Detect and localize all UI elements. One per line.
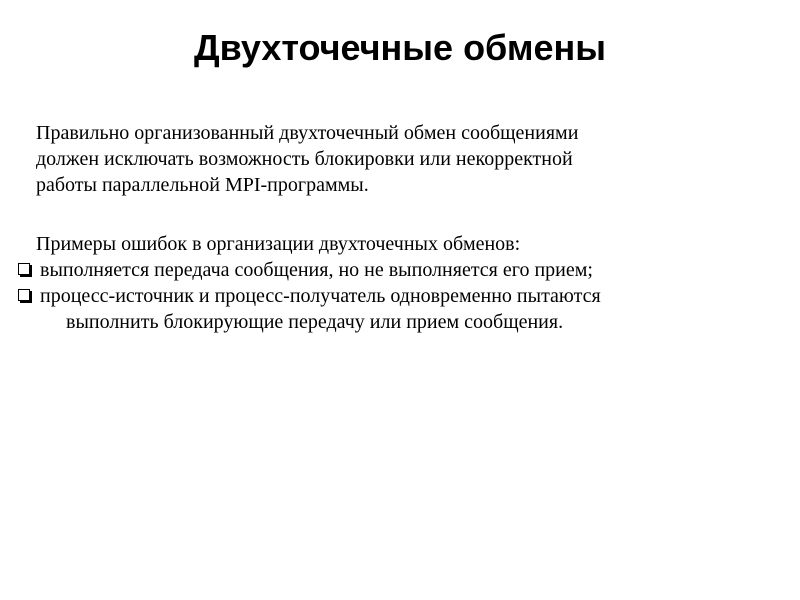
intro-line: Правильно организованный двухточечный обмен сообщениями [36, 122, 579, 144]
list-item [16, 257, 776, 283]
intro-paragraph [36, 120, 736, 198]
examples-heading: Примеры ошибок в организации двухточечных обменов: [36, 233, 521, 255]
checkbox-icon [18, 289, 30, 301]
slide-title: Двухточечные обмены [194, 27, 606, 68]
list-item-text: процесс-источник и процесс-получатель одновременно пытаются [40, 285, 601, 307]
error-examples-list [16, 257, 776, 335]
intro-line: работы параллельной MPI-программы. [36, 174, 369, 196]
list-item [16, 283, 776, 335]
list-item-text: выполняется передача сообщения, но не выполняется его прием; [40, 259, 593, 281]
list-item-text: выполнить блокирующие передачу или прием сообщения. [66, 311, 564, 333]
checkbox-icon [18, 263, 30, 275]
intro-line: должен исключать возможность блокировки или некорректной [36, 148, 573, 170]
